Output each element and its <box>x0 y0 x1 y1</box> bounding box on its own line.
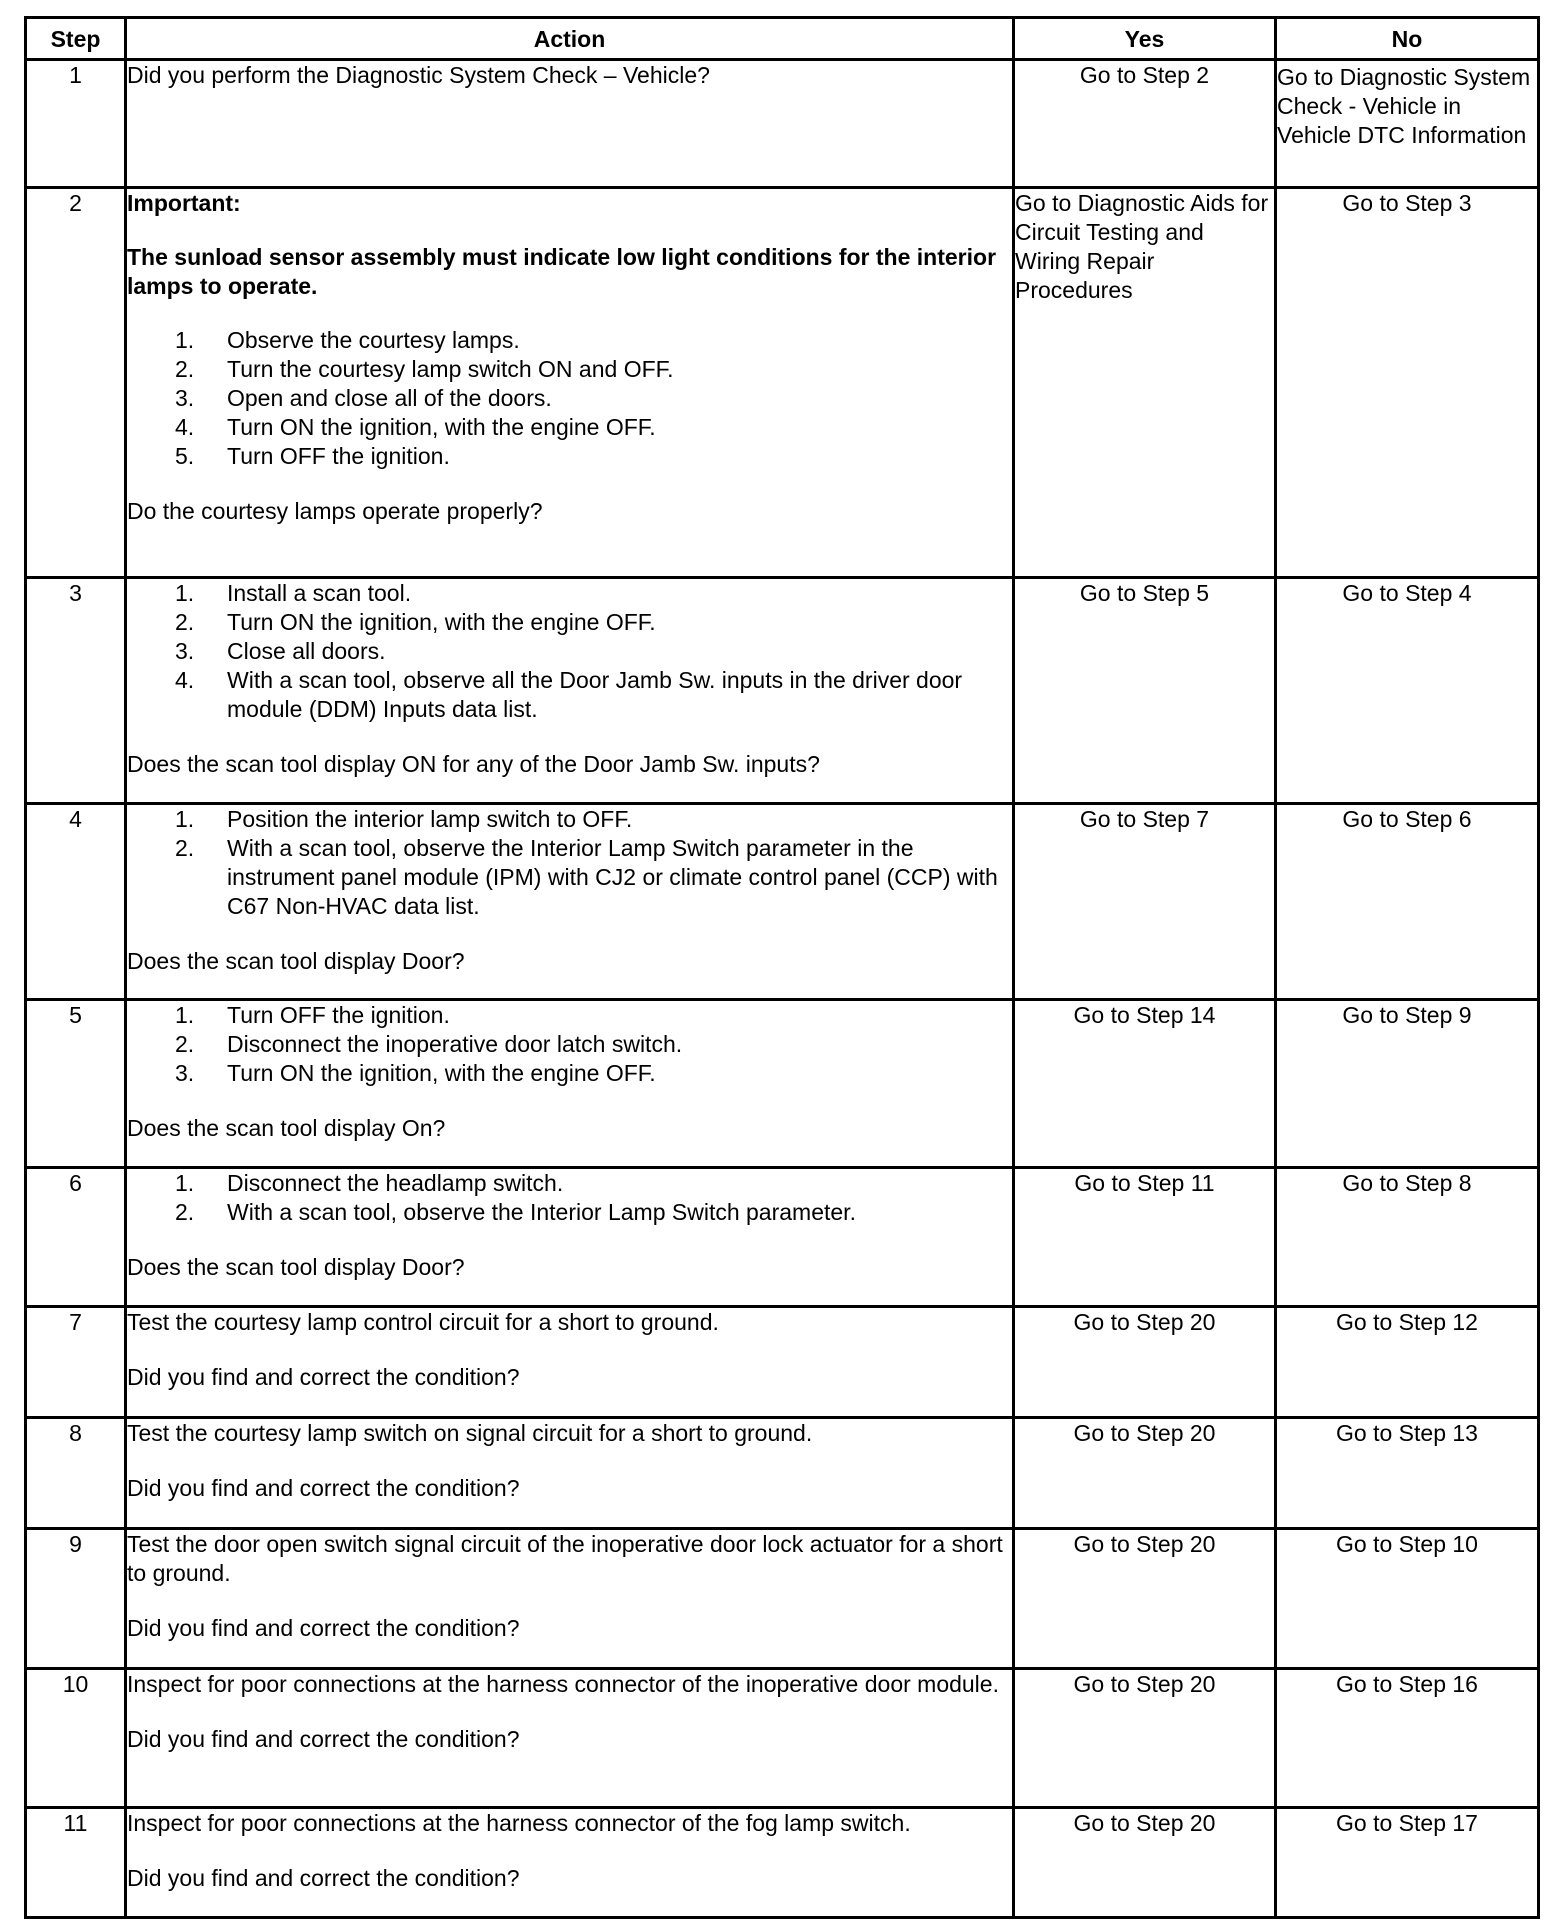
yes-cell: Go to Step 20 <box>1014 1808 1276 1918</box>
important-text: The sunload sensor assembly must indicate low light conditions for the interior lamps to operate. <box>127 244 997 299</box>
list-item: 2. With a scan tool, observe the Interior Lamp Switch parameter in the instrument panel module (IPM) with CJ2 or climate control panel (CCP) with C67 Non-HVAC data list. <box>175 835 998 919</box>
diagnostic-table <box>24 16 1540 1919</box>
action-cell <box>126 1000 1014 1168</box>
action-question: Did you find and correct the condition? <box>127 1475 520 1501</box>
yes-cell: Go to Step 20 <box>1014 1669 1276 1808</box>
no-cell: Go to Step 4 <box>1276 578 1539 804</box>
header-action: Action <box>126 18 1014 60</box>
important-label: Important: <box>127 190 241 216</box>
step-number: 2 <box>26 188 126 578</box>
table-row <box>26 1529 1539 1669</box>
list-item: 2. With a scan tool, observe the Interior Lamp Switch parameter. <box>175 1199 856 1225</box>
action-cell <box>126 60 1014 188</box>
list-item: 2. Turn the courtesy lamp switch ON and OFF. <box>175 356 674 382</box>
step-number: 9 <box>26 1529 126 1669</box>
action-question: Did you find and correct the condition? <box>127 1865 520 1891</box>
table-row <box>26 60 1539 188</box>
step-number: 6 <box>26 1168 126 1307</box>
yes-cell: Go to Step 5 <box>1014 578 1276 804</box>
list-item: 3. Open and close all of the doors. <box>175 385 552 411</box>
step-number: 3 <box>26 578 126 804</box>
list-item: 5. Turn OFF the ignition. <box>175 443 450 469</box>
step-number: 11 <box>26 1808 126 1918</box>
table-row <box>26 1000 1539 1168</box>
diagnostic-table-wrapper <box>24 16 1540 1919</box>
action-steps <box>127 326 1012 471</box>
header-yes: Yes <box>1014 18 1276 60</box>
action-cell <box>126 1418 1014 1529</box>
header-row <box>26 18 1539 60</box>
list-item: 3. Close all doors. <box>175 638 386 664</box>
table-row <box>26 188 1539 578</box>
action-intro: Test the door open switch signal circuit of the inoperative door lock actuator for a short to ground. <box>127 1531 1003 1586</box>
list-item: 4. With a scan tool, observe all the Door Jamb Sw. inputs in the driver door module (DDM) Inputs data list. <box>175 667 963 722</box>
header-step: Step <box>26 18 126 60</box>
action-intro: Inspect for poor connections at the harness connector of the inoperative door module. <box>127 1671 999 1697</box>
action-question: Does the scan tool display On? <box>127 1115 446 1141</box>
step-number: 1 <box>26 60 126 188</box>
table-row <box>26 1418 1539 1529</box>
list-item: 1. Observe the courtesy lamps. <box>175 327 520 353</box>
no-cell: Go to Step 10 <box>1276 1529 1539 1669</box>
action-intro: Inspect for poor connections at the harness connector of the fog lamp switch. <box>127 1810 911 1836</box>
list-item: 1. Position the interior lamp switch to OFF. <box>175 806 633 832</box>
action-intro: Did you perform the Diagnostic System Check – Vehicle? <box>127 62 710 88</box>
no-cell: Go to Step 12 <box>1276 1307 1539 1418</box>
table-row <box>26 1168 1539 1307</box>
table-row <box>26 578 1539 804</box>
table-row <box>26 1808 1539 1918</box>
yes-cell: Go to Step 2 <box>1014 60 1276 188</box>
header-no: No <box>1276 18 1539 60</box>
yes-cell: Go to Step 20 <box>1014 1529 1276 1669</box>
yes-cell: Go to Diagnostic Aids for Circuit Testing and Wiring Repair Procedures <box>1014 188 1276 578</box>
no-cell: Go to Step 17 <box>1276 1808 1539 1918</box>
no-cell: Go to Diagnostic System Check - Vehicle in Vehicle DTC Information <box>1276 60 1539 188</box>
step-number: 10 <box>26 1669 126 1808</box>
table-row <box>26 1307 1539 1418</box>
action-question: Do the courtesy lamps operate properly? <box>127 498 543 524</box>
table-row <box>26 1669 1539 1808</box>
list-item: 2. Turn ON the ignition, with the engine OFF. <box>175 609 656 635</box>
list-item: 3. Turn ON the ignition, with the engine OFF. <box>175 1060 656 1086</box>
no-cell: Go to Step 8 <box>1276 1168 1539 1307</box>
action-intro: Test the courtesy lamp control circuit for a short to ground. <box>127 1309 719 1335</box>
yes-cell: Go to Step 11 <box>1014 1168 1276 1307</box>
action-question: Does the scan tool display ON for any of the Door Jamb Sw. inputs? <box>127 751 820 777</box>
action-steps <box>127 1001 1012 1088</box>
action-intro: Test the courtesy lamp switch on signal circuit for a short to ground. <box>127 1420 813 1446</box>
action-cell <box>126 188 1014 578</box>
step-number: 5 <box>26 1000 126 1168</box>
list-item: 1. Turn OFF the ignition. <box>175 1002 450 1028</box>
action-steps <box>127 1169 1012 1227</box>
action-cell <box>126 578 1014 804</box>
action-cell <box>126 1529 1014 1669</box>
no-cell: Go to Step 16 <box>1276 1669 1539 1808</box>
no-cell: Go to Step 3 <box>1276 188 1539 578</box>
list-item: 1. Disconnect the headlamp switch. <box>175 1170 564 1196</box>
action-question: Does the scan tool display Door? <box>127 948 465 974</box>
action-cell <box>126 1669 1014 1808</box>
action-cell <box>126 1307 1014 1418</box>
yes-cell: Go to Step 20 <box>1014 1418 1276 1529</box>
no-cell: Go to Step 13 <box>1276 1418 1539 1529</box>
step-number: 8 <box>26 1418 126 1529</box>
list-item: 4. Turn ON the ignition, with the engine OFF. <box>175 414 656 440</box>
list-item: 1. Install a scan tool. <box>175 580 412 606</box>
yes-cell: Go to Step 14 <box>1014 1000 1276 1168</box>
no-cell: Go to Step 9 <box>1276 1000 1539 1168</box>
action-question: Did you find and correct the condition? <box>127 1364 520 1390</box>
action-cell <box>126 1168 1014 1307</box>
action-steps <box>127 805 1012 921</box>
list-item: 2. Disconnect the inoperative door latch switch. <box>175 1031 683 1057</box>
no-cell: Go to Step 6 <box>1276 804 1539 1000</box>
action-question: Did you find and correct the condition? <box>127 1726 520 1752</box>
action-steps <box>127 579 1012 724</box>
table-row <box>26 804 1539 1000</box>
action-cell <box>126 1808 1014 1918</box>
step-number: 7 <box>26 1307 126 1418</box>
action-question: Did you find and correct the condition? <box>127 1615 520 1641</box>
yes-cell: Go to Step 7 <box>1014 804 1276 1000</box>
action-cell <box>126 804 1014 1000</box>
action-question: Does the scan tool display Door? <box>127 1254 465 1280</box>
step-number: 4 <box>26 804 126 1000</box>
yes-cell: Go to Step 20 <box>1014 1307 1276 1418</box>
